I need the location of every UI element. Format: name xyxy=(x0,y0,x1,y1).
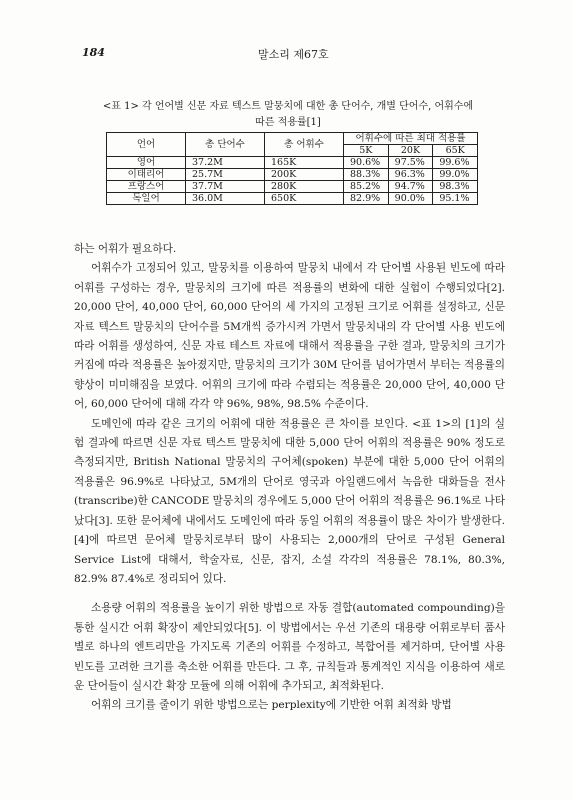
table-caption-line-2: 따른 적용률[1] xyxy=(255,117,321,128)
cell-coverage-5k: 88.3% xyxy=(344,169,389,181)
cell-coverage-20k: 94.7% xyxy=(388,181,433,193)
table-row xyxy=(107,181,478,193)
paragraph: 어휘의 크기를 줄이기 위한 방법으로는 perplexity에 기반한 어휘 최적화 방법 xyxy=(91,699,452,712)
cell-total-vocab: 650K xyxy=(265,193,344,205)
cell-coverage-20k: 97.5% xyxy=(388,157,433,169)
cell-total-words: 36.0M xyxy=(186,193,265,205)
cell-total-words: 37.2M xyxy=(186,157,265,169)
cell-total-words: 25.7M xyxy=(186,169,265,181)
paragraph: 도메인에 따라 같은 크기의 어휘에 대한 적용률은 큰 차이를 보인다. <표 1>의 [1]의 실험 결과에 따르면 신문 자료 텍스트 말뭉치에 대한 5,000 단어 어휘의 적용률은 90% 정도로 측정되지만, British National 말뭉치의 구어체(spoken) 부분에 대한 5,000 단어 어휘의 적용률은 96.9%로 나타났고, 5M개의 단어로 영국과 아일랜드에서 녹음한 대화들을 전사(transcribe)한 CANCODE 말뭉치의 경우에도 5,000 단어 어휘의 적용률은 96.1%로 나타났다[3]. 또한 문어체에 내에서도 도메인에 따라 동일 어휘의 적용률이 많은 차이가 발생한다. [4]에 따르면 문어체 말뭉치로부터 많이 사용되는 2,000개의 단어로 구성된 General Service List에 대해서, 학술자료, 신문, 잡지, 소설 각각의 적용률은 78.1%, 80.3%, 82.9% 87.4%로 정리되어 있다. xyxy=(74,417,505,585)
cell-coverage-20k: 90.0% xyxy=(388,193,433,205)
header-20k: 20K xyxy=(388,145,433,157)
header-total-vocab: 총 어휘수 xyxy=(265,133,344,157)
table-caption xyxy=(88,99,488,131)
header-5k: 5K xyxy=(344,145,389,157)
header-coverage-group: 어휘수에 따른 최대 적용률 xyxy=(344,133,478,145)
cell-total-words: 37.7M xyxy=(186,181,265,193)
cell-language: 독일어 xyxy=(107,193,186,205)
cell-coverage-5k: 82.9% xyxy=(344,193,389,205)
table-row xyxy=(107,157,478,169)
header-language: 언어 xyxy=(107,133,186,157)
header-total-words: 총 단어수 xyxy=(186,133,265,157)
cell-total-vocab: 280K xyxy=(265,181,344,193)
cell-coverage-65k: 98.3% xyxy=(433,181,478,193)
cell-total-vocab: 200K xyxy=(265,169,344,181)
paragraph: 하는 어휘가 필요하다. xyxy=(74,243,177,255)
cell-coverage-65k: 99.0% xyxy=(433,169,478,181)
cell-language: 이태리어 xyxy=(107,169,186,181)
cell-coverage-5k: 85.2% xyxy=(344,181,389,193)
page-number: 184 xyxy=(82,46,105,59)
cell-total-vocab: 165K xyxy=(265,157,344,169)
cell-language: 프랑스어 xyxy=(107,181,186,193)
cell-coverage-20k: 96.3% xyxy=(388,169,433,181)
cell-coverage-5k: 90.6% xyxy=(344,157,389,169)
table-caption-line-1: <표 1> 각 언어별 신문 자료 텍스트 말뭉치에 대한 총 단어수, 개별 단어수, 어휘수에 xyxy=(102,101,474,112)
paragraph: 소용량 어휘의 적용률을 높이기 위한 방법으로 자동 결합(automated compounding)을 통한 실시간 어휘 확장이 제안되었다[5]. 이 방법에서는 우선 기존의 대용량 어휘로부터 품사별로 하나의 엔트리만을 가지도록 기존의 어휘를 수정하고, 복합어를 제거하며, 단어별 사용 빈도를 고려한 크기를 축소한 어휘를 만든다. 그 후, 규칙들과 통계적인 지식을 이용하여 새로운 단어들이 실시간 확장 모듈에 의해 어휘에 추가되고, 최적화된다. xyxy=(74,602,505,692)
vocabulary-coverage-table xyxy=(106,132,478,205)
table-row xyxy=(107,193,478,205)
cell-coverage-65k: 99.6% xyxy=(433,157,478,169)
paragraph: 어휘수가 고정되어 있고, 말뭉치를 이용하여 말뭉치 내에서 각 단어별 사용된 빈도에 따라 어휘를 구성하는 경우, 말뭉치의 크기에 따른 적용률의 변화에 대한 실험이 수행되었다[2]. 20,000 단어, 40,000 단어, 60,000 단어의 세 가지의 고정된 크기로 어휘를 설정하고, 신문 자료 텍스트 말뭉치의 단어수를 5M개씩 증가시켜 가면서 말뭉치내의 각 단어별 사용 빈도에 따라 어휘를 생성하여, 신문 자료 테스트 자료에 대해서 적용률을 구한 결과, 말뭉치의 크기가 커짐에 따라 적용률은 높아졌지만, 말뭉치의 크기가 30M 단어를 넘어가면서 부터는 적용률의 향상이 미미해짐을 보였다. 어휘의 크기에 따라 수렴되는 적용률은 20,000 단어, 40,000 단어, 60,000 단어에 대해 각각 약 96%, 98%, 98.5% 수준이다. xyxy=(74,262,505,411)
cell-language: 영어 xyxy=(107,157,186,169)
table-row xyxy=(107,169,478,181)
header-65k: 65K xyxy=(433,145,478,157)
cell-coverage-65k: 95.1% xyxy=(433,193,478,205)
body-text xyxy=(74,240,505,716)
running-header: 말소리 제67호 xyxy=(258,48,329,61)
